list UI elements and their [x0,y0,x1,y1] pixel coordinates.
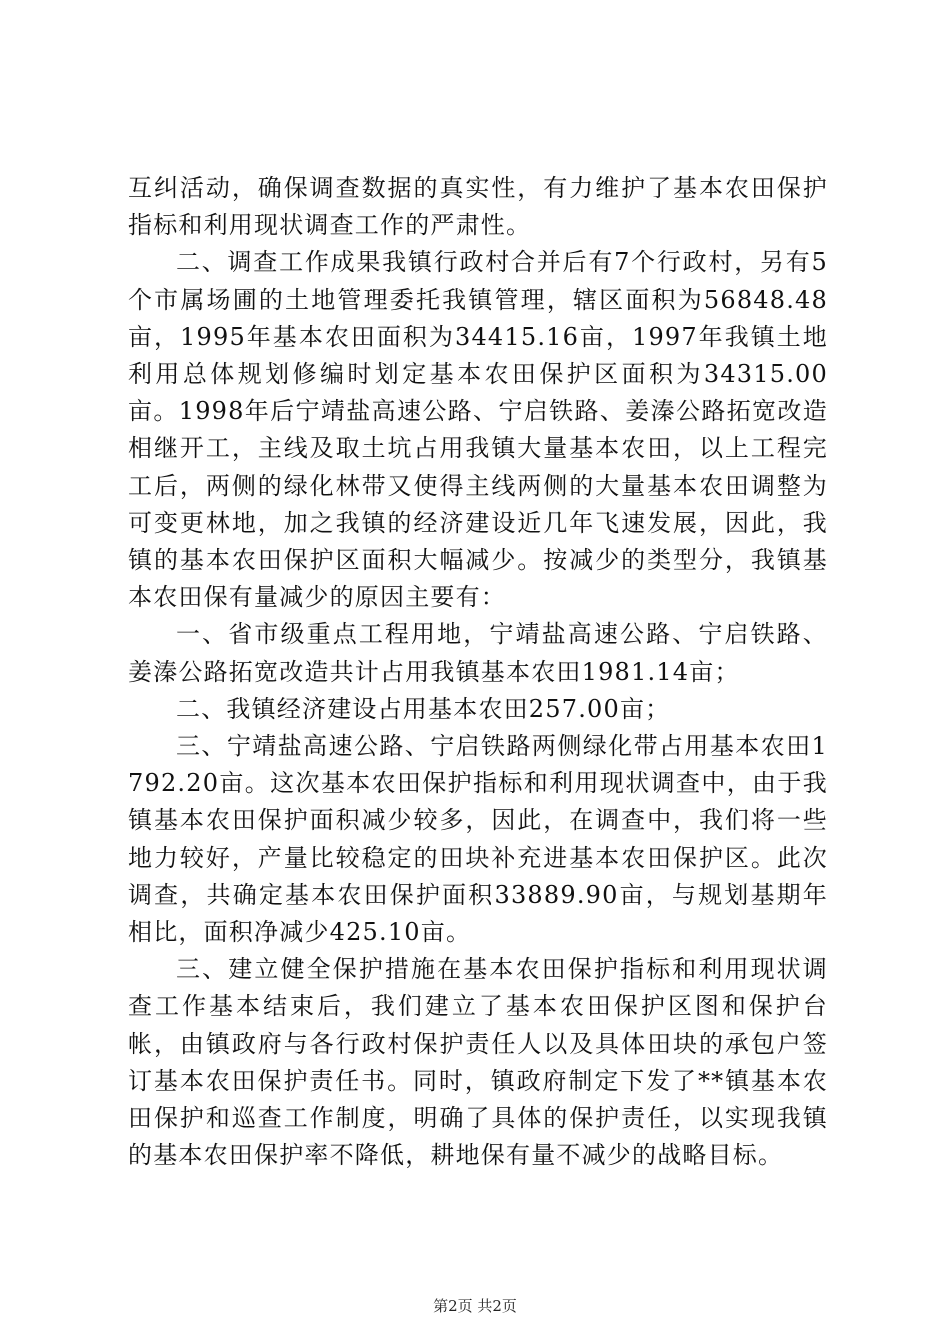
paragraph-1: 互纠活动，确保调查数据的真实性，有力维护了基本农田保护指标和利用现状调查工作的严肃性。 [128,174,828,240]
document-body [128,170,828,1174]
page-footer [0,1296,950,1316]
paragraph-2: 二、调查工作成果我镇行政村合并后有7个行政村，另有5个市属场圃的土地管理委托我镇管理，辖区面积为56848.48亩，1995年基本农田面积为34415.16亩，1997年我镇土地利用总体规划修编时划定基本农田保护区面积为34315.00亩。1998年后宁靖盐高速公路、宁启铁路、姜溱公路拓宽改造相继开工，主线及取土坑占用我镇大量基本农田，以上工程完工后，两侧的绿化林带又使得主线两侧的大量基本农田调整为可变更林地，加之我镇的经济建设近几年飞速发展，因此，我镇的基本农田保护区面积大幅减少。按减少的类型分，我镇基本农田保有量减少的原因主要有： [128,248,828,612]
paragraph-5: 三、宁靖盐高速公路、宁启铁路两侧绿化带占用基本农田1792.20亩。这次基本农田保护指标和利用现状调查中，由于我镇基本农田保护面积减少较多，因此，在调查中，我们将一些地力较好，产量比较稳定的田块补充进基本农田保护区。此次调查，共确定基本农田保护面积33889.90亩，与规划基期年相比，面积净减少425.10亩。 [128,732,828,947]
paragraph-3: 一、省市级重点工程用地，宁靖盐高速公路、宁启铁路、姜溱公路拓宽改造共计占用我镇基本农田1981.14亩； [128,620,828,686]
page-number: 第2页 共2页 [433,1297,517,1315]
paragraph-6: 三、建立健全保护措施在基本农田保护指标和利用现状调查工作基本结束后，我们建立了基本农田保护区图和保护台帐，由镇政府与各行政村保护责任人以及具体田块的承包户签订基本农田保护责任书。同时，镇政府制定下发了**镇基本农田保护和巡查工作制度，明确了具体的保护责任，以实现我镇的基本农田保护率不降低，耕地保有量不减少的战略目标。 [128,955,828,1170]
paragraph-4: 二、我镇经济建设占用基本农田257.00亩； [176,694,671,723]
